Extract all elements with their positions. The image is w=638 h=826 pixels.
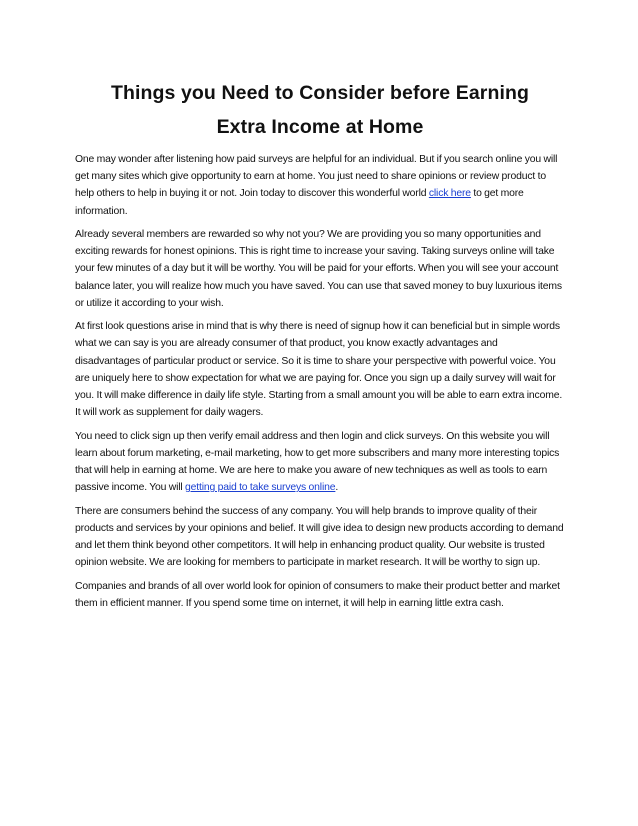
paragraph-intro	[75, 151, 565, 220]
paid-surveys-link[interactable]: getting paid to take surveys online	[185, 482, 336, 494]
paragraph-companies: Companies and brands of all over world look for opinion of consumers to make their product better and market them in efficient manner. If you spend some time on internet, it will help in earning little extra cash.	[75, 580, 560, 609]
paragraph-consumers: There are consumers behind the success of any company. You will help brands to improve quality of their products and services by your opinions and belief. It will give idea to design new products according to demand and let them think beyond other competitors. It will help in enhancing product quality. Our website is trusted opinion website. We are looking for members to participate in market research. It will be worthy to sign up.	[75, 505, 564, 569]
paragraph-rewards: Already several members are rewarded so why not you? We are providing you so many opportunities and exciting rewards for honest opinions. This is right time to increase your saving. Taking surveys online will take your few minutes of a day but it will be worthy. You will be paid for your efforts. When you will see your account balance later, you will realize how much you have saved. You can use that saved money to buy luxurious items or utilize it according to your wish.	[75, 229, 562, 309]
paragraph-intro-tail: to get more information.	[75, 188, 524, 217]
paragraph-how-to-start	[75, 428, 565, 497]
paragraph-how-to-start-text: You need to click sign up then verify email address and then login and click surveys. On this website you will learn about forum marketing, e-mail marketing, how to get more subscribers and many more interesting topics that will help in earning at home. We are here to make you aware of new techniques as well as tools to earn passive income. You will	[75, 430, 560, 494]
paragraph-signup-benefits: At first look questions arise in mind that is why there is need of signup how it can beneficial but in simple words what we can say is you are already consumer of that product, you know exactly advantages and disadvantages of particular product or service. So it is time to share your perspective with powerful voice. You are uniquely here to show expectation for what we are paying for. Once you sign up a daily survey will wait for you. It will make difference in daily life style. Starting from a small amount you will be able to earn extra income. It will work as supplement for daily wagers.	[75, 321, 563, 419]
page-title	[75, 76, 565, 144]
click-here-link[interactable]: click here	[428, 188, 471, 200]
document-page	[75, 76, 565, 618]
paragraph-how-to-start-tail: .	[335, 482, 339, 494]
paragraph-intro-text: One may wonder after listening how paid surveys are helpful for an individual. But if you search online you will get many sites which give opportunity to earn at home. You just need to share opinions or review product to help others to help in buying it or not. Join today to discover this wonderful world	[75, 154, 558, 200]
page-title-line-2: Extra Income at Home	[216, 116, 424, 138]
page-title-line-1: Things you Need to Consider before Earning	[110, 82, 530, 104]
